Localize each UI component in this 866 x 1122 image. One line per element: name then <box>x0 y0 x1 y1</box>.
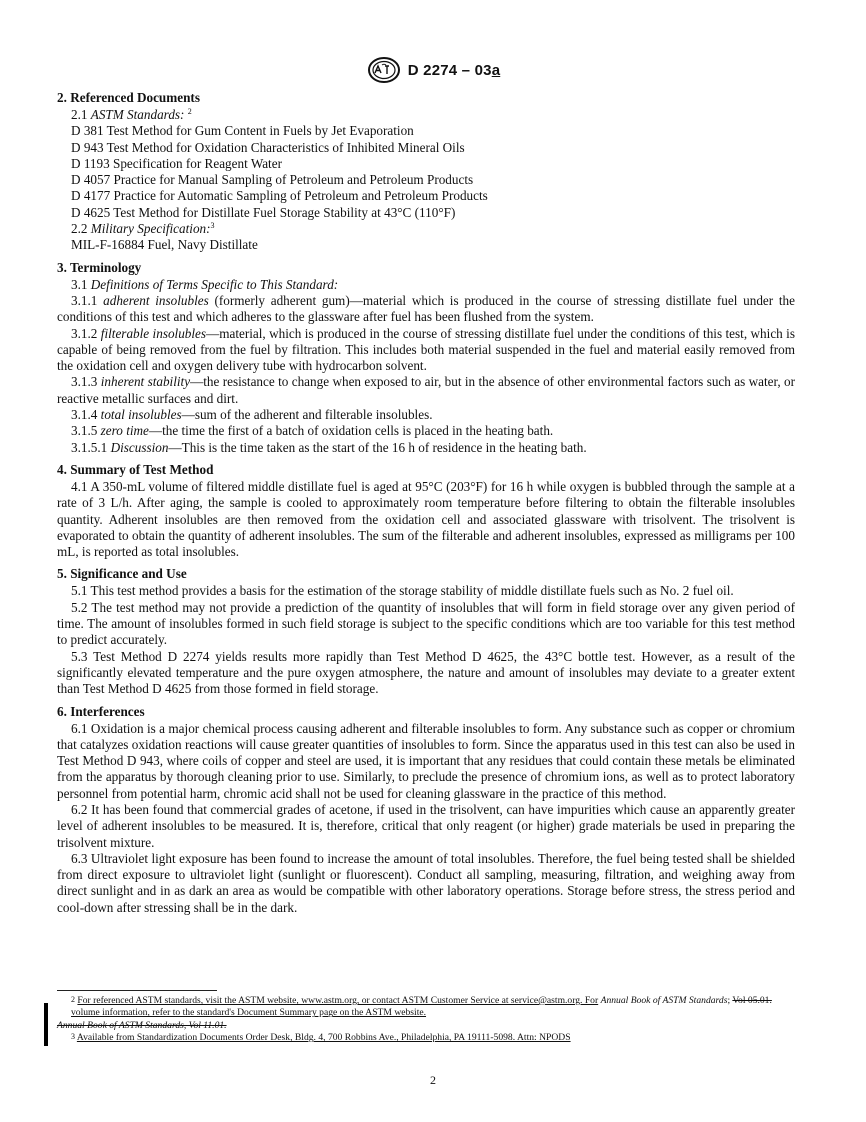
para-6-1: 6.1 Oxidation is a major chemical process causing adherent and filterable insolubles to form. Any substance such as copper or chromium that catalyzes oxidation reactions will cause greater quantities of insolubles to form. Since the apparatus used in this test can also be used in Test Method D 943, where coils of copper and steel are used, it is important that any residues that could contain these metals be eliminated from the apparatus by thorough cleaning prior to use. Similarly, to preclude the presence of chromium ions, as well as to protect laboratory personnel from potential harm, chromic acid shall not be used for cleaning glassware in the practice of this method. <box>57 720 795 801</box>
section-2-heading: 2. Referenced Documents <box>57 90 200 105</box>
reference-item: D 381 Test Method for Gum Content in Fuels by Jet Evaporation <box>71 123 414 139</box>
section-3-heading: 3. Terminology <box>57 259 142 275</box>
footnote-2-deleted: Annual Book of ASTM Standards, Vol 11.01. <box>57 1019 227 1031</box>
reference-item: D 1193 Specification for Reagent Water <box>71 155 282 171</box>
astm-logo-icon <box>366 56 402 84</box>
para-3-1-2: 3.1.2 filterable insolubles—material, which is produced in the course of stressing distillate fuel under the conditions of this test, which is capable of being removed from the fuel by filtration. This includes both material suspended in the fuel and material easily removed from the oxidation cell and oxygen delivery tube with hydrocarbon solvent. <box>57 325 795 374</box>
section-4-heading: 4. Summary of Test Method <box>57 461 214 477</box>
para-3-1-5-1: 3.1.5.1 Discussion—This is the time taken as the start of the 16 h of residence in the heating bath. <box>71 439 587 455</box>
para-6-2: 6.2 It has been found that commercial grades of acetone, if used in the trisolvent, can have impurities which cause an apparently greater level of adherent insolubles to be measured. It is, therefore, critical that only reagent (or higher) grade materials be used in preparing the trisolvent mixture. <box>57 801 795 850</box>
para-3-1-3: 3.1.3 inherent stability—the resistance to change when exposed to air, but in the absence of other environmental factors such as water, or reactive metallic surfaces and dirt. <box>57 374 795 406</box>
footnote-divider <box>57 990 217 991</box>
reference-item: D 943 Test Method for Oxidation Characteristics of Inhibited Mineral Oils <box>71 139 465 155</box>
para-3-1: 3.1 Definitions of Terms Specific to This Standard: <box>71 276 339 292</box>
para-2-2: 2.2 Military Specification:$^3$ <box>71 221 215 237</box>
section-5-heading: 5. Significance and Use <box>57 566 187 582</box>
para-5-3: 5.3 Test Method D 2274 yields results more rapidly than Test Method D 4625, the 43°C bottle test. However, as a result of the significantly elevated temperature and the pure oxygen atmosphere, the nature and amount of insolubles may deviate to a greater extent than Test Method D 4625 from those formed in field storage. <box>57 648 795 697</box>
revision-change-bar <box>44 1003 48 1046</box>
para-3-1-1: 3.1.1 adherent insolubles (formerly adherent gum)—material which is produced in the course of stressing distillate fuel under the conditions of this test and which adheres to the glassware after fuel has been flushed from the system. <box>57 292 796 325</box>
standard-designation: D 2274 – 03a <box>407 61 501 79</box>
para-6-3: 6.3 Ultraviolet light exposure has been found to increase the amount of total insolubles. Therefore, the fuel being tested shall be shielded from direct exposure to ultraviolet light (sunlight or fluorescent). Conduct all sampling, measuring, filtration, and weighing away from direct sunlight and in as dark an area as would be compatible with other laboratory operations. Storage before stress, the stress period and cool-down after stressing shall be in the dark. <box>57 850 795 915</box>
footnotes <box>57 990 795 1045</box>
footnote-2: $^2$ For referenced ASTM standards, visit the ASTM website, www.astm.org, or contact ASTM Customer Service at service@astm.org. For Annual Book of ASTM Standards; Vol 05.01. volume information, refer to the standard's Document Summary page on the ASTM website. <box>71 995 772 1019</box>
para-3-1-5: 3.1.5 zero time—the time the first of a batch of oxidation cells is placed in the heating bath. <box>71 423 554 439</box>
document-body <box>57 89 795 916</box>
document-header <box>0 55 866 85</box>
para-4-1: 4.1 A 350-mL volume of filtered middle distillate fuel is aged at 95°C (203°F) for 16 h while oxygen is bubbled through the sample at a rate of 3 L/h. After aging, the sample is cooled to approximately room temperature before filtering to obtain the filterable insolubles quantity. Adherent insolubles are then removed from the oxidation cell and associated glassware with trisolvent. The trisolvent is evaporated to obtain the quantity of adherent insolubles. The sum of the filterable and adherent insolubles, expressed as milligrams per 100 mL, is reported as total insolubles. <box>57 478 795 560</box>
para-3-1-4: 3.1.4 total insolubles—sum of the adherent and filterable insolubles. <box>71 407 433 423</box>
reference-item: D 4177 Practice for Automatic Sampling of Petroleum and Petroleum Products <box>71 188 488 204</box>
military-spec-item: MIL-F-16884 Fuel, Navy Distillate <box>71 237 258 253</box>
reference-item: D 4625 Test Method for Distillate Fuel Storage Stability at 43°C (110°F) <box>71 204 456 220</box>
revision-letter: a <box>491 61 501 79</box>
para-5-1: 5.1 This test method provides a basis for the estimation of the storage stability of middle distillate fuels such as No. 2 fuel oil. <box>71 583 734 599</box>
reference-item: D 4057 Practice for Manual Sampling of Petroleum and Petroleum Products <box>71 172 474 188</box>
footnote-3: $^3$ Available from Standardization Documents Order Desk, Bldg. 4, 700 Robbins Ave., Philadelphia, PA 19111-5098. Attn: NPODS <box>71 1032 571 1044</box>
reference-list <box>57 123 795 221</box>
page-number: 2 <box>430 1073 436 1087</box>
section-6-heading: 6. Interferences <box>57 703 145 719</box>
para-5-2: 5.2 The test method may not provide a prediction of the quantity of insolubles that will form in field storage over any given period of time. The amount of insolubles formed in such field storage is subject to the specific conditions which are too variable for this test method to predict accurately. <box>57 599 795 648</box>
para-2-1: 2.1 ASTM Standards: $^2$ <box>71 107 192 122</box>
